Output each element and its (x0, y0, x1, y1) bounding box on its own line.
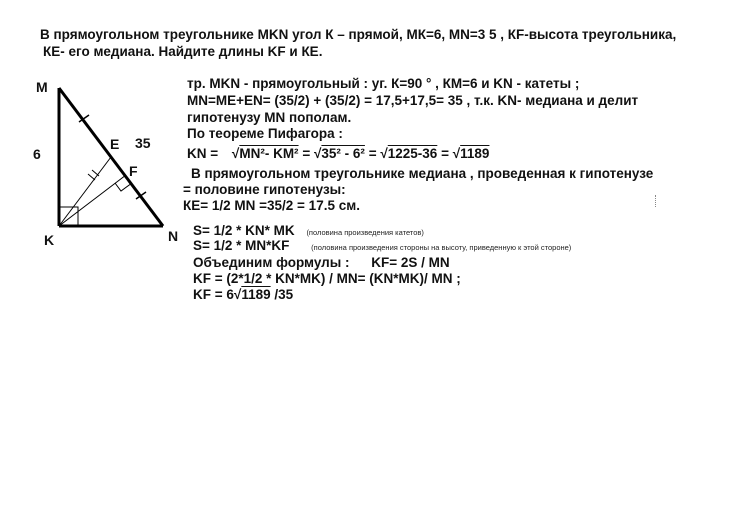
area-formula-2 (193, 238, 571, 253)
kf-final-root: 1189 (241, 287, 271, 302)
kn-radicand-3: 1225-36 (387, 146, 438, 161)
right-angle-f (115, 183, 132, 191)
kf-final-post: /35 (270, 287, 294, 302)
kn-formula (187, 146, 489, 161)
vertex-label-k: K (44, 232, 55, 248)
kn-eq-1: = (302, 146, 311, 161)
side-label-mk: 6 (33, 146, 41, 162)
sqrt-sign-2: √ (313, 146, 322, 161)
kf-expression: KF = (2*1/2 * KN*MK) / MN= (KN*MK)/ MN ; (193, 271, 461, 286)
area-formula-1 (193, 223, 424, 238)
kn-lhs: KN = (187, 146, 219, 161)
solution-line-6: = половине гипотенузы: (183, 182, 346, 197)
problem-line-1: В прямоугольном треугольнике MKN угол К – прямой, МК=6, MN=3 5 , КF-высота треугольника, (40, 27, 677, 42)
tick-ke-1 (88, 174, 95, 180)
sqrt-sign-3: √ (380, 146, 388, 161)
kf-final (193, 287, 293, 302)
combine-label: Объединим формулы : (193, 255, 350, 270)
right-angle-k (59, 207, 78, 226)
area-formula-1-text: S= 1/2 * KN* MK (193, 223, 295, 238)
combine-line (193, 255, 450, 270)
side-label-mn: 35 (135, 135, 151, 151)
kn-radicand-4: 1189 (460, 146, 490, 161)
stray-mark (655, 195, 657, 207)
point-label-e: E (110, 136, 120, 152)
kf-formula: KF= 2S / MN (371, 255, 450, 270)
solution-line-7: КЕ= 1/2 MN =35/2 = 17.5 см. (183, 198, 360, 213)
vertex-label-m: M (36, 79, 48, 95)
kn-eq-3: = (441, 146, 449, 161)
vertex-label-n: N (168, 228, 179, 244)
area-formula-2-note: (половина произведения стороны на высоту, приведенную к этой стороне) (311, 243, 572, 252)
solution-line-1: тр. MKN - прямоугольный : уг. К=90 ° , КМ=6 и KN - катеты ; (187, 76, 580, 91)
tick-ke-2 (92, 170, 99, 176)
kn-eq-2: = (368, 146, 377, 161)
sqrt-sign-4: √ (452, 146, 461, 161)
problem-line-2: КЕ- его медиана. Найдите длины KF и КЕ. (43, 44, 323, 59)
area-formula-1-note: (половина произведения катетов) (306, 228, 424, 237)
solution-line-4: По теореме Пифагора : (187, 126, 343, 141)
solution-line-2: MN=ME+EN= (35/2) + (35/2) = 17,5+17,5= 35 , т.к. KN- медиана и делит (187, 93, 639, 108)
solution-line-3: гипотенузу MN пополам. (187, 110, 352, 125)
sqrt-sign-1: √ (231, 146, 240, 161)
kf-final-pre: KF = 6 (193, 287, 234, 302)
solution-line-5: В прямоугольном треугольнике медиана , проведенная к гипотенузе (191, 166, 654, 181)
kn-radicand-2: 35² - 6² (321, 146, 365, 161)
altitude-kf (59, 175, 126, 226)
median-ke (59, 157, 111, 226)
area-formula-2-text: S= 1/2 * MN*KF (193, 238, 290, 253)
kn-radicand-1: MN²- KM² (239, 146, 299, 161)
sqrt-sign-5: √ (233, 287, 242, 302)
point-label-f: F (129, 163, 138, 179)
